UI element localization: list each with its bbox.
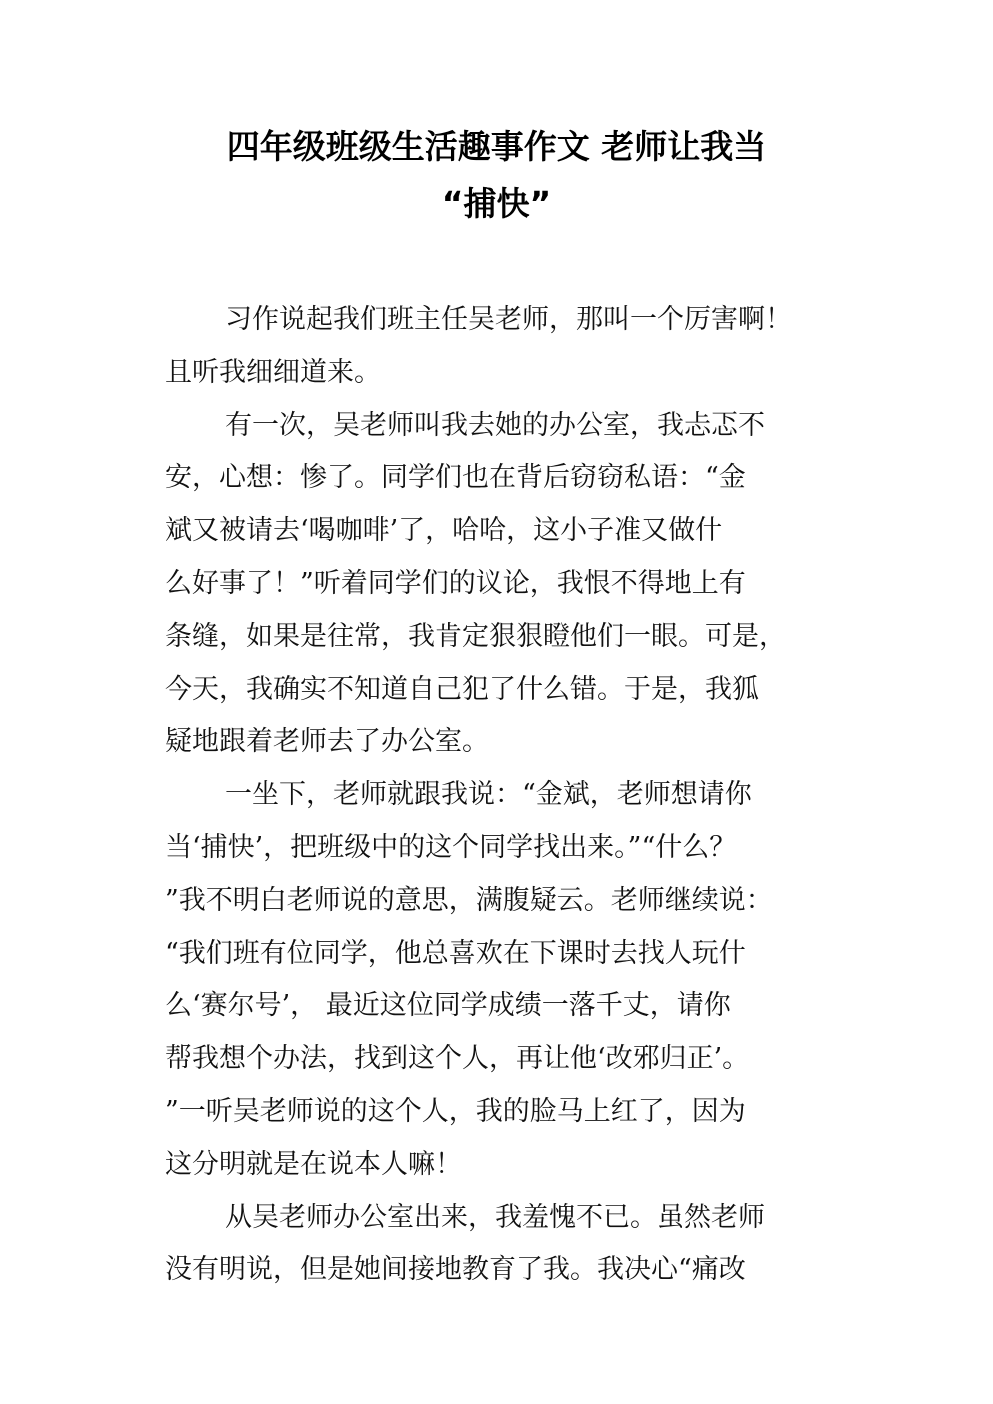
text-line: 斌又被请去‘喝咖啡’了，哈哈，这小子准又做什 — [165, 515, 723, 547]
document-body — [165, 294, 845, 1297]
text-line: 安，心想：惨了。同学们也在背后窃窃私语：“金 — [165, 462, 746, 494]
text-line: 一坐下，老师就跟我说：“金斌，老师想请你 — [225, 779, 752, 811]
text-line: 么好事了！”听着同学们的议论，我恨不得地上有 — [165, 567, 746, 599]
text-line: 习作说起我们班主任吴老师，那叫一个厉害啊！ — [225, 304, 792, 335]
title-line-1: 四年级班级生活趣事作文 老师让我当 — [226, 127, 767, 166]
paragraph-1 — [165, 294, 845, 400]
text-line: 没有明说，但是她间接地教育了我。我决心“痛改 — [165, 1254, 746, 1286]
paragraph-4 — [165, 1192, 845, 1298]
text-line: 疑地跟着老师去了办公室。 — [165, 726, 489, 758]
text-line: ”一听吴老师说的这个人，我的脸马上红了，因为 — [165, 1095, 746, 1127]
text-line: 当‘捕快’，把班级中的这个同学找出来。”“什么？ — [165, 831, 737, 863]
text-line: “我们班有位同学，他总喜欢在下课时去找人玩什 — [165, 937, 746, 969]
text-line: 今天，我确实不知道自己犯了什么错。于是，我狐 — [165, 673, 759, 705]
document-title — [140, 118, 853, 232]
text-line: 从吴老师办公室出来，我羞愧不已。虽然老师 — [225, 1201, 765, 1233]
text-line: 条缝，如果是往常，我肯定狠狠瞪他们一眼。可是， — [165, 620, 786, 652]
text-line: 帮我想个办法，找到这个人，再让他‘改邪归正’。 — [165, 1043, 750, 1075]
text-line: 且听我细细道来。 — [165, 356, 381, 388]
title-line-2: “捕快” — [441, 184, 552, 223]
text-line: 这分明就是在说本人嘛！ — [165, 1148, 462, 1180]
text-line: 么‘赛尔号’， 最近这位同学成绩一落千丈，请你 — [165, 990, 731, 1022]
paragraph-2 — [165, 400, 845, 770]
paragraph-3 — [165, 769, 845, 1191]
text-line: ”我不明白老师说的意思，满腹疑云。老师继续说： — [165, 884, 773, 916]
text-line: 有一次，吴老师叫我去她的办公室，我忐忑不 — [225, 409, 765, 441]
